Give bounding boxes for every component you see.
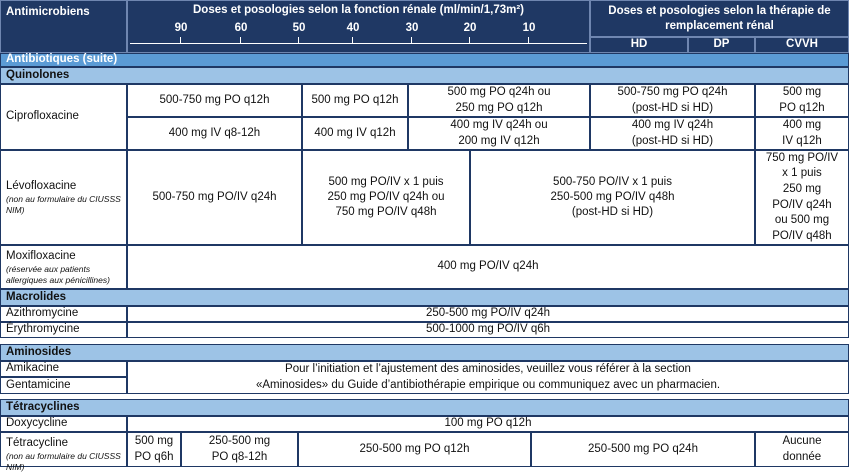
header-rrt: Doses et posologies selon la thérapie de remplacement rénal xyxy=(590,0,849,37)
cipro-po-cell: 500 mg PO q12h xyxy=(302,84,408,117)
tetra-dose-cell: 250-500 mg PO q12h xyxy=(298,432,531,467)
cipro-iv-cell: 400 mg IV q24h (post-HD si HD) xyxy=(590,117,755,150)
drug-moxifloxacine xyxy=(0,245,127,289)
renal-tick-label: 10 xyxy=(522,22,536,34)
renal-tick xyxy=(180,37,181,43)
drug-gentamicine: Gentamicine xyxy=(0,377,127,394)
cipro-po-cell: 500-750 mg PO q24h (post-HD si HD) xyxy=(590,84,755,117)
drug-azithromycine: Azithromycine xyxy=(0,306,127,322)
renal-tick xyxy=(469,37,470,43)
section-tetracyclines: Tétracyclines xyxy=(0,399,849,416)
drug-name: Moxifloxacine xyxy=(6,249,76,262)
renal-tick-label: 90 xyxy=(174,22,188,34)
renal-scale-axis xyxy=(130,43,587,44)
renal-tick-label: 30 xyxy=(405,22,419,34)
renal-tick-label: 20 xyxy=(463,22,477,34)
renal-tick xyxy=(411,37,412,43)
cipro-iv-cell: 400 mg IV q12h xyxy=(302,117,408,150)
header-antimicrobials: Antimicrobiens xyxy=(0,0,127,53)
section-macrolides: Macrolides xyxy=(0,289,849,306)
levo-dose-cell: 500 mg PO/IV x 1 puis 250 mg PO/IV q24h ou 750 mg PO/IV q48h xyxy=(302,150,470,245)
tetra-dose-cell: Aucune donnée xyxy=(755,432,849,467)
cipro-iv-cell: 400 mg IV q24h ou 200 mg IV q12h xyxy=(408,117,590,150)
drug-note: (réservée aux patients allergiques aux pénicillines) xyxy=(6,263,110,285)
header-renal-function: Doses et posologies selon la fonction rénale (ml/min/1,73m²) xyxy=(127,0,590,20)
levo-dose-cell: 750 mg PO/IV x 1 puis 250 mg PO/IV q24h ou 500 mg PO/IV q48h xyxy=(755,150,849,245)
cipro-iv-cell: 400 mg IV q12h xyxy=(755,117,849,150)
header-cvvh: CVVH xyxy=(755,37,849,53)
drug-ciprofloxacine: Ciprofloxacine xyxy=(0,84,127,150)
cipro-iv-cell: 400 mg IV q8-12h xyxy=(127,117,302,150)
tetra-dose-cell: 250-500 mg PO q24h xyxy=(531,432,755,467)
drug-erythromycine: Érythromycine xyxy=(0,322,127,338)
renal-tick-label: 60 xyxy=(234,22,248,34)
renal-tick xyxy=(352,37,353,43)
section-antibiotiques: Antibiotiques (suite) xyxy=(0,53,849,67)
renal-tick-label: 40 xyxy=(346,22,360,34)
azithro-dose-cell: 250-500 mg PO/IV q24h xyxy=(127,306,849,322)
renal-tick xyxy=(528,37,529,43)
section-quinolones: Quinolones xyxy=(0,67,849,84)
moxi-dose-cell: 400 mg PO/IV q24h xyxy=(127,245,849,289)
levo-dose-cell: 500-750 PO/IV x 1 puis 250-500 mg PO/IV q48h (post-HD si HD) xyxy=(470,150,755,245)
renal-tick xyxy=(298,37,299,43)
cipro-po-cell: 500-750 mg PO q12h xyxy=(127,84,302,117)
drug-name: Lévofloxacine xyxy=(6,180,77,193)
renal-tick xyxy=(240,37,241,43)
drug-amikacine: Amikacine xyxy=(0,361,127,377)
drug-name: Tétracycline xyxy=(6,437,68,449)
cipro-po-cell: 500 mg PO q12h xyxy=(755,84,849,117)
aminosides-note-cell: Pour l’initiation et l’ajustement des aminosides, veuillez vous référer à la section «Aminosides» du Guide d’antibiothérapie empirique ou communiquez avec un pharmacien. xyxy=(127,361,849,394)
drug-doxycycline: Doxycycline xyxy=(0,416,127,432)
drug-note: (non au formulaire du CIUSSS NIM) xyxy=(6,194,121,216)
drug-levofloxacine xyxy=(0,150,127,245)
drug-note: (non au formulaire du CIUSSS NIM) xyxy=(6,451,121,473)
erythro-dose-cell: 500-1000 mg PO/IV q6h xyxy=(127,322,849,338)
levo-dose-cell: 500-750 mg PO/IV q24h xyxy=(127,150,302,245)
renal-tick-label: 50 xyxy=(292,22,306,34)
tetra-dose-cell: 500 mg PO q6h xyxy=(127,432,181,467)
cipro-po-cell: 500 mg PO q24h ou 250 mg PO q12h xyxy=(408,84,590,117)
section-aminosides: Aminosides xyxy=(0,344,849,361)
header-hd: HD xyxy=(590,37,688,53)
tetra-dose-cell: 250-500 mg PO q8-12h xyxy=(181,432,298,467)
doxy-dose-cell: 100 mg PO q12h xyxy=(127,416,849,432)
drug-tetracycline xyxy=(0,432,127,473)
header-dp: DP xyxy=(688,37,755,53)
